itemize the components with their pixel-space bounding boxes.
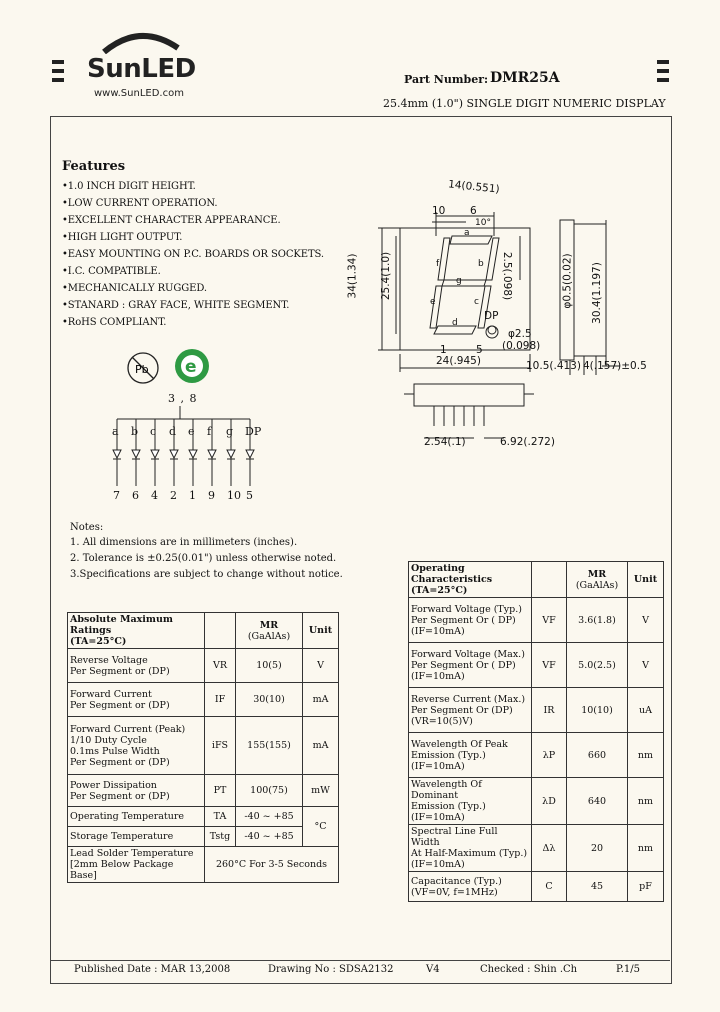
operating-characteristics-table bbox=[408, 561, 664, 902]
segment-label: a bbox=[112, 425, 119, 438]
dim-25-4: 25.4(1.0) bbox=[380, 251, 393, 301]
abs-header-unit: Unit bbox=[303, 613, 339, 649]
pb-free-icon bbox=[125, 350, 161, 386]
dim-34: 34(1.34) bbox=[346, 253, 359, 299]
op-header-unit: Unit bbox=[628, 562, 664, 598]
drawing-number: Drawing No : SDSA2132 bbox=[268, 964, 394, 975]
dim-6-92: 6.92(.272) bbox=[500, 436, 555, 448]
segment-label: f bbox=[207, 425, 212, 438]
abs-header-mr: MR (GaAlAs) bbox=[236, 613, 303, 649]
table-row: Reverse Voltage Per Segment or (DP) VR 10(5) V bbox=[68, 649, 339, 683]
diode-icon bbox=[189, 450, 197, 458]
table-row: Operating Temperature TA -40 ~ +85 °C bbox=[68, 807, 339, 827]
dp-label: DP bbox=[484, 310, 499, 322]
table-row: Capacitance (Typ.) (VF=0V, f=1MHz) C 45 pF bbox=[409, 872, 664, 902]
feature-item: •I.C. COMPATIBLE. bbox=[62, 266, 161, 277]
right-bar-mark bbox=[657, 60, 669, 87]
logo-arc-icon bbox=[100, 28, 180, 54]
diode-icon bbox=[113, 450, 121, 458]
seg-b-label: b bbox=[478, 259, 484, 269]
dim-6: 6 bbox=[470, 205, 477, 217]
pb-free-label: Pb bbox=[135, 363, 149, 376]
op-header-param: Operating Characteristics (TA=25°C) bbox=[409, 562, 532, 598]
table-row: Spectral Line Full Width At Half-Maximum (Typ.) (IF=10mA) Δλ 20 nm bbox=[409, 825, 664, 872]
table-row: Lead Solder Temperature [2mm Below Package Base] 260°C For 3-5 Seconds bbox=[68, 847, 339, 883]
pin-label: 2 bbox=[170, 489, 177, 502]
segment-label: e bbox=[188, 425, 195, 438]
table-row: Storage Temperature Tstg -40 ~ +85 bbox=[68, 827, 339, 847]
segment-label: c bbox=[150, 425, 157, 438]
segment-label: d bbox=[169, 425, 177, 438]
seg-g-label: g bbox=[456, 276, 462, 286]
part-number: DMR25A bbox=[490, 70, 560, 86]
diode-icon bbox=[246, 450, 254, 458]
abs-header-param: Absolute Maximum Ratings (TA=25°C) bbox=[68, 613, 205, 649]
dim-14: 14(0.551) bbox=[447, 178, 501, 196]
dim-2-54: 2.54(.1) bbox=[424, 436, 466, 448]
feature-item: •HIGH LIGHT OUTPUT. bbox=[62, 232, 183, 243]
pin-label: 9 bbox=[208, 489, 215, 502]
table-row: Forward Voltage (Typ.) Per Segment Or ( DP) (IF=10mA) VF 3.6(1.8) V bbox=[409, 598, 664, 643]
dim-phi-2-5: φ2.5 bbox=[508, 328, 532, 340]
pin-5-label: 5 bbox=[476, 344, 483, 356]
document-subtitle: 25.4mm (1.0") SINGLE DIGIT NUMERIC DISPLAY bbox=[383, 97, 666, 110]
mechanical-drawing bbox=[370, 180, 660, 460]
diode-icon bbox=[151, 450, 159, 458]
segment-label: DP bbox=[245, 425, 262, 438]
feature-item: •EXCELLENT CHARACTER APPEARANCE. bbox=[62, 215, 281, 226]
op-header-mr: MR (GaAlAs) bbox=[567, 562, 628, 598]
company-url: www.SunLED.com bbox=[94, 88, 184, 99]
seg-c-label: c bbox=[474, 297, 479, 307]
dim-phi-2-5-in: (0.098) bbox=[502, 340, 541, 352]
pin-label: 5 bbox=[246, 489, 253, 502]
dim-4: 4(.157)±0.5 bbox=[583, 360, 647, 372]
checked-by: Checked : Shin .Ch bbox=[480, 964, 578, 975]
absolute-ratings-table bbox=[67, 612, 339, 883]
published-date: Published Date : MAR 13,2008 bbox=[74, 964, 231, 975]
features-title: Features bbox=[62, 159, 126, 174]
note-item: 3.Specifications are subject to change without notice. bbox=[70, 569, 343, 580]
diode-icon bbox=[227, 450, 235, 458]
table-row: Reverse Current (Max.) Per Segment Or (DP) (VR=10(5)V) IR 10(10) uA bbox=[409, 688, 664, 733]
seg-e-label: e bbox=[430, 297, 436, 307]
diode-icon bbox=[170, 450, 178, 458]
dim-10-5: 10.5(.413) bbox=[526, 360, 581, 372]
dim-10deg: 10° bbox=[475, 218, 491, 228]
feature-item: •1.0 INCH DIGIT HEIGHT. bbox=[62, 181, 196, 192]
notes-title: Notes: bbox=[70, 522, 104, 533]
note-item: 1. All dimensions are in millimeters (inches). bbox=[70, 537, 298, 548]
diode-icon bbox=[208, 450, 216, 458]
feature-item: •RoHS COMPLIANT. bbox=[62, 317, 167, 328]
rohs-e-label: e bbox=[185, 357, 197, 377]
feature-item: •LOW CURRENT OPERATION. bbox=[62, 198, 218, 209]
seg-a-label: a bbox=[464, 228, 470, 238]
pin-label: 1 bbox=[189, 489, 196, 502]
table-row: Wavelength Of Peak Emission (Typ.) (IF=10mA) λP 660 nm bbox=[409, 733, 664, 778]
seg-f-label: f bbox=[436, 259, 440, 269]
company-logo: SunLED bbox=[87, 54, 196, 84]
feature-item: •STANARD : GRAY FACE, WHITE SEGMENT. bbox=[62, 300, 290, 311]
version: V4 bbox=[426, 964, 440, 975]
dim-10: 10 bbox=[432, 205, 446, 217]
seg-d-label: d bbox=[452, 318, 458, 328]
dim-24: 24(.945) bbox=[436, 355, 481, 367]
pin-label: 4 bbox=[151, 489, 158, 502]
left-bar-mark bbox=[52, 60, 64, 87]
footer-divider bbox=[50, 960, 670, 961]
common-pins-label: 3 , 8 bbox=[168, 392, 197, 405]
pin-1-label: 1 bbox=[440, 344, 447, 356]
dim-2-5: 2.5(.098) bbox=[501, 251, 514, 301]
diode-icon bbox=[132, 450, 140, 458]
rohs-e-icon bbox=[172, 346, 212, 386]
feature-item: •MECHANICALLY RUGGED. bbox=[62, 283, 207, 294]
feature-item: •EASY MOUNTING ON P.C. BOARDS OR SOCKETS. bbox=[62, 249, 325, 260]
circuit-diagram bbox=[100, 404, 270, 504]
segment-label: b bbox=[131, 425, 139, 438]
dim-30-4: 30.4(1.197) bbox=[590, 262, 603, 324]
part-number-label: Part Number: bbox=[404, 73, 489, 86]
table-row: Power Dissipation Per Segment or (DP) PT 100(75) mW bbox=[68, 775, 339, 807]
pin-label: 10 bbox=[227, 489, 241, 502]
page-number: P.1/5 bbox=[616, 964, 640, 975]
table-row: Wavelength Of Dominant Emission (Typ.) (IF=10mA) λD 640 nm bbox=[409, 778, 664, 825]
note-item: 2. Tolerance is ±0.25(0.01") unless otherwise noted. bbox=[70, 553, 337, 564]
table-row: Forward Current Per Segment or (DP) IF 30(10) mA bbox=[68, 683, 339, 717]
table-row: Forward Voltage (Max.) Per Segment Or ( DP) (IF=10mA) VF 5.0(2.5) V bbox=[409, 643, 664, 688]
pin-label: 7 bbox=[113, 489, 120, 502]
segment-label: g bbox=[226, 425, 234, 438]
table-row: Forward Current (Peak) 1/10 Duty Cycle 0.1ms Pulse Width Per Segment or (DP) iFS 155(155) mA bbox=[68, 717, 339, 775]
pin-label: 6 bbox=[132, 489, 139, 502]
dim-phi-0-5: φ0.5(0.02) bbox=[561, 253, 574, 309]
